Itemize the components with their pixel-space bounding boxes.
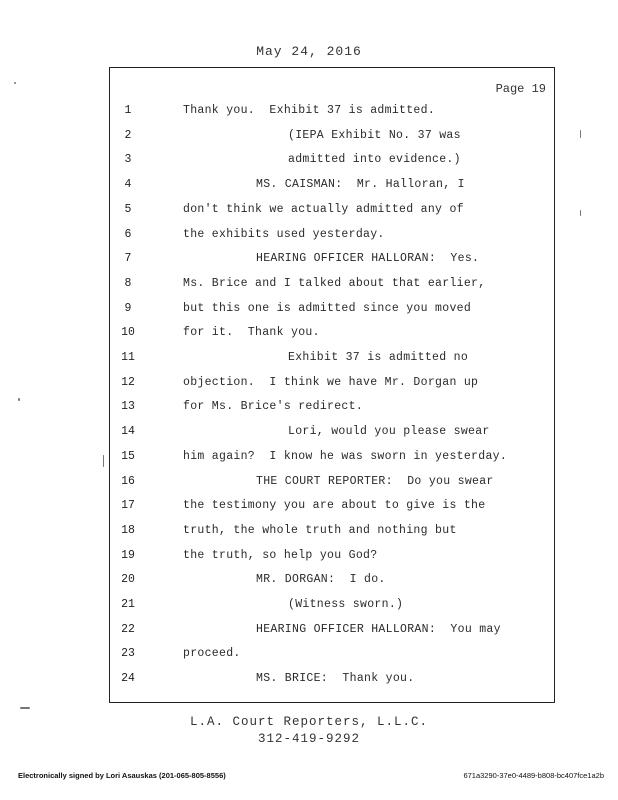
line-text: HEARING OFFICER HALLORAN: You may <box>256 622 501 636</box>
line-text: MS. CAISMAN: Mr. Halloran, I <box>256 178 465 192</box>
line-number: 12 <box>121 375 135 389</box>
transcript-line <box>0 153 618 173</box>
transcript-line <box>0 425 618 445</box>
transcript-line <box>0 623 618 643</box>
line-number: 9 <box>124 301 132 315</box>
line-number: 20 <box>121 573 135 587</box>
transcript-line <box>0 376 618 396</box>
line-number: 24 <box>121 672 135 686</box>
line-number: 6 <box>124 227 132 241</box>
line-number: 3 <box>124 153 132 167</box>
transcript-line <box>0 203 618 223</box>
line-text: (IEPA Exhibit No. 37 was <box>288 128 461 142</box>
line-number: 16 <box>121 474 135 488</box>
line-number: 18 <box>121 523 135 537</box>
line-number: 1 <box>124 104 132 117</box>
line-text: objection. I think we have Mr. Dorgan up <box>183 375 479 389</box>
line-text: admitted into evidence.) <box>288 153 461 167</box>
transcript-line <box>0 475 618 495</box>
court-reporter-phone: 312-419-9292 <box>257 732 360 746</box>
transcript-line <box>0 302 618 322</box>
transcript-line <box>0 450 618 470</box>
page-number-label: Page 19 <box>495 82 546 96</box>
transcript-line <box>0 129 618 149</box>
line-text: the testimony you are about to give is the <box>183 499 486 513</box>
line-text: MR. DORGAN: I do. <box>256 573 386 587</box>
transcript-line <box>0 647 618 667</box>
transcript-line <box>0 252 618 272</box>
scan-speck <box>580 130 581 138</box>
scan-speck <box>103 455 104 467</box>
scan-speck <box>14 82 16 84</box>
transcript-line <box>0 351 618 371</box>
transcript-line <box>0 549 618 569</box>
line-text: HEARING OFFICER HALLORAN: Yes. <box>256 252 480 266</box>
transcript-line <box>0 499 618 519</box>
scan-speck <box>20 707 30 709</box>
transcript-line <box>0 573 618 593</box>
line-text: the truth, so help you God? <box>183 548 378 562</box>
header-date: May 24, 2016 <box>256 44 362 59</box>
transcript-line <box>0 598 618 618</box>
line-number: 5 <box>124 202 132 216</box>
line-text: for Ms. Brice's redirect. <box>183 400 364 414</box>
transcript-line <box>0 672 618 692</box>
transcript-line <box>0 178 618 198</box>
line-text: but this one is admitted since you moved <box>183 301 472 315</box>
transcript-line <box>0 104 618 124</box>
line-number: 4 <box>124 178 132 192</box>
transcript-line <box>0 524 618 544</box>
line-number: 21 <box>121 598 135 611</box>
scan-speck <box>580 210 581 216</box>
line-number: 23 <box>121 647 135 661</box>
line-number: 15 <box>121 449 135 463</box>
electronic-signature-note: Electronically signed by Lori Asauskas (201-065-805-8556) <box>18 771 226 780</box>
line-text: the exhibits used yesterday. <box>183 227 385 241</box>
line-number: 17 <box>121 499 135 513</box>
line-number: 19 <box>121 548 135 562</box>
line-number: 14 <box>121 425 135 439</box>
line-text: THE COURT REPORTER: Do you swear <box>256 474 494 488</box>
line-text: Exhibit 37 is admitted no <box>288 351 469 364</box>
line-number: 2 <box>124 128 132 142</box>
line-text: proceed. <box>183 647 241 661</box>
scan-speck <box>18 398 20 401</box>
line-text: (Witness sworn.) <box>288 598 404 611</box>
line-number: 11 <box>121 351 135 364</box>
line-number: 22 <box>121 622 135 636</box>
line-number: 7 <box>124 252 132 266</box>
document-hash-id: 671a3290-37e0-4489-b808-bc407fce1a2b <box>463 771 604 780</box>
line-text: MS. BRICE: Thank you. <box>256 672 415 686</box>
line-text: Thank you. Exhibit 37 is admitted. <box>183 104 436 117</box>
transcript-line <box>0 277 618 297</box>
court-reporter-name: L.A. Court Reporters, L.L.C. <box>189 715 429 729</box>
line-number: 13 <box>121 400 135 414</box>
transcript-line <box>0 228 618 248</box>
line-text: for it. Thank you. <box>183 326 320 340</box>
transcript-line <box>0 400 618 420</box>
line-text: him again? I know he was sworn in yesterday. <box>183 449 508 463</box>
line-text: don't think we actually admitted any of <box>183 202 464 216</box>
line-text: Lori, would you please swear <box>288 425 490 439</box>
line-text: truth, the whole truth and nothing but <box>183 523 457 537</box>
line-text: Ms. Brice and I talked about that earlier, <box>183 276 486 290</box>
line-number: 10 <box>121 326 135 340</box>
transcript-line <box>0 326 618 346</box>
line-number: 8 <box>124 276 132 290</box>
